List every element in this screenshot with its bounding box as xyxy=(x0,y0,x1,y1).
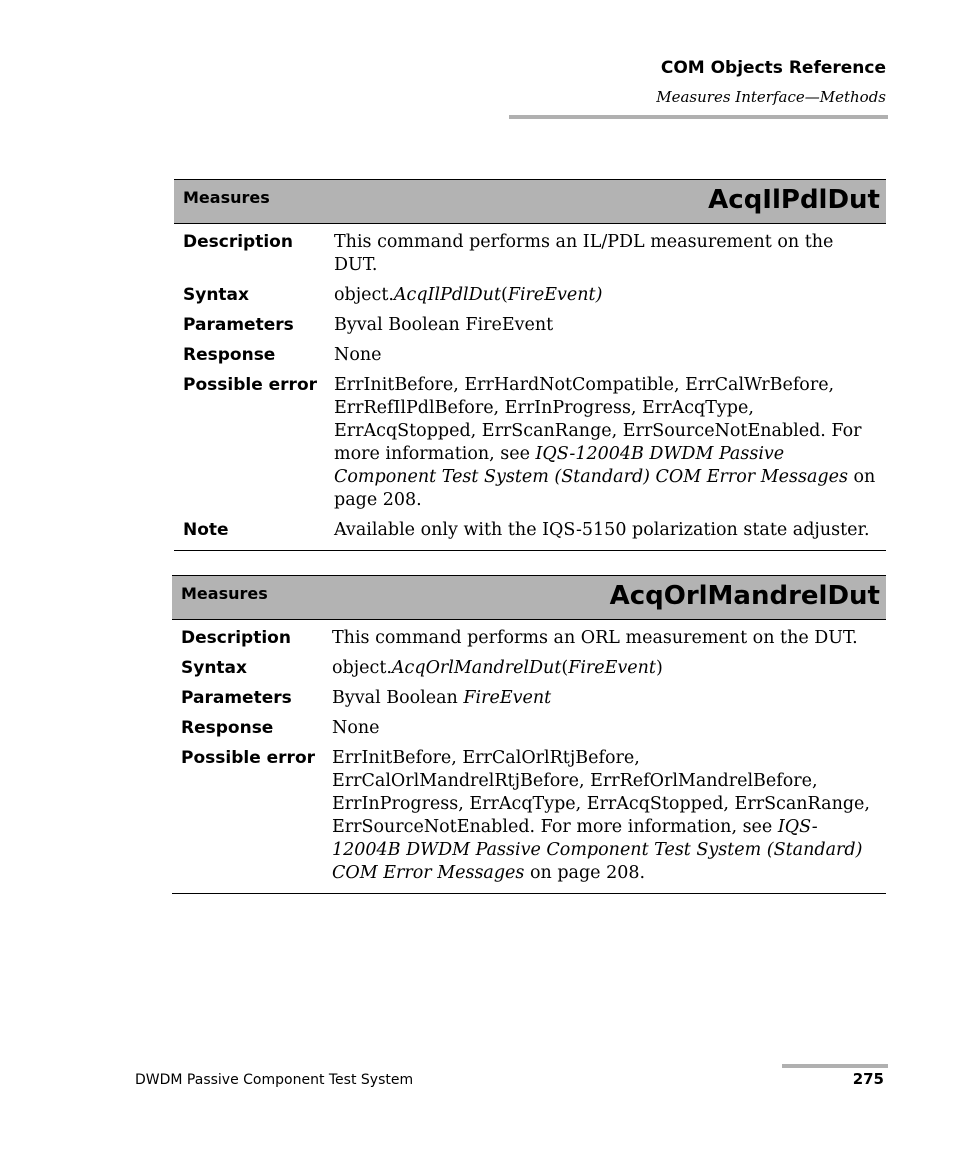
response-value: None xyxy=(332,718,380,738)
possible-error-value: ErrInitBefore, ErrCalOrlRtjBefore, ErrCalOrlMandrelRtjBefore, ErrRefOrlMandrelBefore, ErrInProgress, ErrAcqType, ErrAcqStopped, ErrScanRange, ErrSourceNotEnabled. For more information, see IQS-12004B DWDM Passive Component Test System (Standard) COM Error Messages on page 208. xyxy=(332,748,870,883)
command-header-bar xyxy=(174,179,886,224)
description-row xyxy=(172,620,886,650)
possible-error-label: Possible error xyxy=(181,748,316,768)
parameters-label: Parameters xyxy=(181,688,292,708)
header-rule xyxy=(509,115,888,119)
parameters-value: Byval Boolean FireEvent xyxy=(332,688,552,708)
description-value: This command performs an IL/PDL measurement on the DUT. xyxy=(334,232,834,275)
note-row xyxy=(174,512,886,550)
response-row xyxy=(174,337,886,367)
response-label: Response xyxy=(183,345,276,365)
response-value: None xyxy=(334,345,382,365)
command-name: AcqIlPdlDut xyxy=(708,185,880,215)
command-category: Measures xyxy=(183,188,270,207)
footer-product-name: DWDM Passive Component Test System xyxy=(135,1072,414,1088)
description-value: This command performs an ORL measurement on the DUT. xyxy=(332,628,858,648)
parameters-value: Byval Boolean FireEvent xyxy=(334,315,554,335)
description-label: Description xyxy=(183,232,293,252)
error-messages-reference: IQS-12004B DWDM Passive Component Test System (Standard) COM Error Messages xyxy=(334,444,848,487)
response-label: Response xyxy=(181,718,274,738)
syntax-label: Syntax xyxy=(181,658,247,678)
possible-error-row xyxy=(174,367,886,512)
command-table-acqilpdldut xyxy=(174,179,886,551)
response-row xyxy=(172,710,886,740)
command-header-bar xyxy=(172,575,886,620)
description-label: Description xyxy=(181,628,291,648)
description-row xyxy=(174,224,886,277)
command-category: Measures xyxy=(181,584,268,603)
command-name: AcqOrlMandrelDut xyxy=(609,581,880,611)
note-label: Note xyxy=(183,520,229,540)
running-header-title: COM Objects Reference xyxy=(660,58,886,78)
syntax-value: object.AcqIlPdlDut(FireEvent) xyxy=(334,285,603,305)
syntax-value: object.AcqOrlMandrelDut(FireEvent) xyxy=(332,658,663,678)
page-number: 275 xyxy=(852,1070,884,1088)
parameters-row xyxy=(172,680,886,710)
possible-error-label: Possible error xyxy=(183,375,318,395)
error-messages-reference: IQS-12004B DWDM Passive Component Test System (Standard) COM Error Messages xyxy=(332,817,863,883)
note-value: Available only with the IQS-5150 polarization state adjuster. xyxy=(334,520,870,540)
footer-rule xyxy=(782,1064,888,1068)
possible-error-row xyxy=(172,740,886,893)
running-header-subtitle: Measures Interface—Methods xyxy=(656,88,886,106)
possible-error-value: ErrInitBefore, ErrHardNotCompatible, ErrCalWrBefore, ErrRefIlPdlBefore, ErrInProgress, ErrAcqType, ErrAcqStopped, ErrScanRange, ErrSourceNotEnabled. For more information, see IQS-12004B DWDM Passive Component Test System (Standard) COM Error Messages on page 208. xyxy=(334,375,876,510)
parameters-label: Parameters xyxy=(183,315,294,335)
syntax-row xyxy=(172,650,886,680)
command-table-acqorlmandreldut xyxy=(172,575,886,894)
parameters-row xyxy=(174,307,886,337)
syntax-label: Syntax xyxy=(183,285,249,305)
syntax-row xyxy=(174,277,886,307)
